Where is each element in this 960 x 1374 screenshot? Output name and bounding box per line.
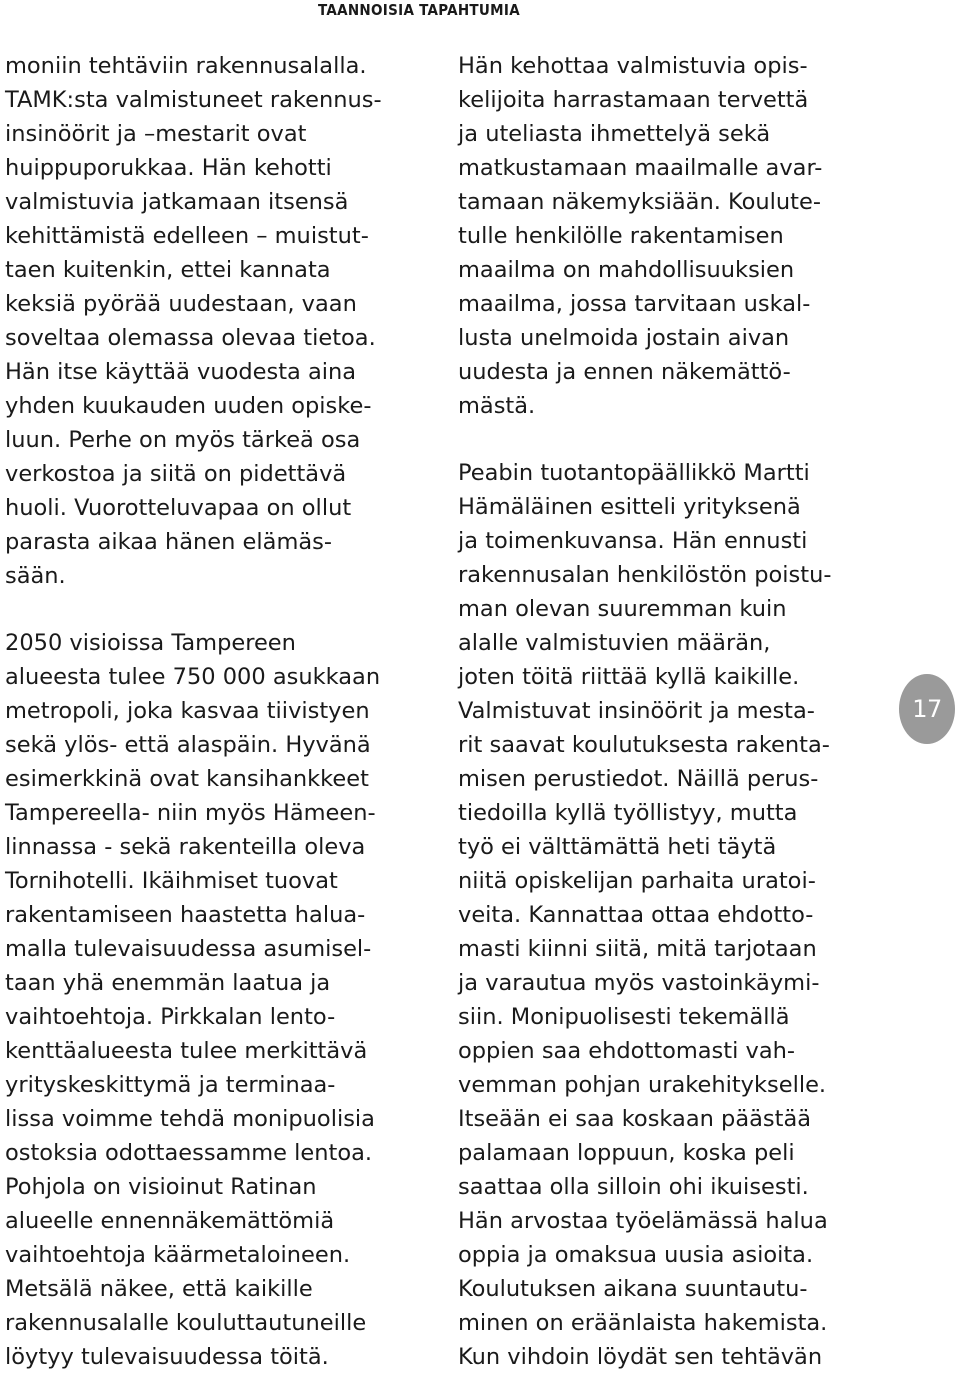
text-line: Metsälä näkee, että kaikille [5, 1276, 313, 1302]
text-line: löytyy tulevaisuudessa töitä. [5, 1344, 329, 1370]
text-line: Tornihotelli. Ikäihmiset tuovat [5, 868, 338, 894]
text-line: metropoli, joka kasvaa tiivistyen [5, 698, 370, 724]
left-text-column [5, 49, 430, 1374]
text-line: valmistuvia jatkamaan itsensä [5, 189, 349, 215]
text-line: Tampereella- niin myös Hämeen- [5, 800, 376, 826]
text-line: 2050 visioissa Tampereen [5, 630, 296, 656]
text-line: vaihtoehtoja käärmetaloineen. [5, 1242, 351, 1268]
text-line: kelijoita harrastamaan tervettä [458, 87, 809, 113]
text-line: verkostoa ja siitä on pidettävä [5, 461, 347, 487]
text-line: moniin tehtäviin rakennusalalla. [5, 53, 367, 79]
text-line: parasta aikaa hänen elämäs- [5, 529, 332, 555]
text-line: rakentamiseen haastetta halua- [5, 902, 366, 928]
text-line: huippuporukkaa. Hän kehotti [5, 155, 332, 181]
text-line: sään. [5, 563, 66, 589]
text-line: Itseään ei saa koskaan päästää [458, 1106, 812, 1132]
text-line: saattaa olla silloin ohi ikuisesti. [458, 1174, 809, 1200]
text-line: insinöörit ja –mestarit ovat [5, 121, 307, 147]
text-line: oppien saa ehdottomasti vah- [458, 1038, 795, 1064]
text-line: malla tulevaisuudessa asumisel- [5, 936, 372, 962]
text-line: linnassa - sekä rakenteilla oleva [5, 834, 366, 860]
text-line: tamaan näkemyksiään. Koulute- [458, 189, 821, 215]
page-number-badge [899, 674, 955, 744]
paragraph [5, 626, 430, 1374]
text-line: minen on eräänlaista hakemista. [458, 1310, 828, 1336]
text-line: tiedoilla kyllä työllistyy, mutta [458, 800, 798, 826]
text-line: siin. Monipuolisesti tekemällä [458, 1004, 790, 1030]
text-line: misen perustiedot. Näillä perus- [458, 766, 819, 792]
text-line: kehittämistä edelleen – muistut- [5, 223, 369, 249]
text-line: lusta unelmoida jostain aivan [458, 325, 790, 351]
text-line: ostoksia odottaessamme lentoa. [5, 1140, 373, 1166]
text-line: ja toimenkuvansa. Hän ennusti [458, 528, 808, 554]
text-line: matkustamaan maailmalle avar- [458, 155, 823, 181]
text-line: soveltaa olemassa olevaa tietoa. [5, 325, 376, 351]
text-line: tulle henkilölle rakentamisen [458, 223, 784, 249]
text-line: veita. Kannattaa ottaa ehdotto- [458, 902, 814, 928]
text-line: maailma, jossa tarvitaan uskal- [458, 291, 811, 317]
text-line: ja varautua myös vastoinkäymi- [458, 970, 820, 996]
paragraph-gap [5, 593, 430, 626]
text-line: man olevan suuremman kuin [458, 596, 787, 622]
text-line: joten töitä riittää kyllä kaikille. [458, 664, 800, 690]
text-line: Hän kehottaa valmistuvia opis- [458, 53, 808, 79]
paragraph [458, 49, 883, 423]
section-header: TAANNOISIA TAPAHTUMIA [318, 1, 520, 19]
text-line: uudesta ja ennen näkemättö- [458, 359, 791, 385]
text-line: vaihtoehtoja. Pirkkalan lento- [5, 1004, 336, 1030]
text-line: alalle valmistuvien määrän, [458, 630, 771, 656]
text-line: rakennusalan henkilöstön poistu- [458, 562, 832, 588]
text-line: oppia ja omaksua uusia asioita. [458, 1242, 814, 1268]
text-line: rakennusalalle kouluttautuneille [5, 1310, 367, 1336]
text-line: huoli. Vuorotteluvapaa on ollut [5, 495, 352, 521]
text-line: Hän arvostaa työelämässä halua [458, 1208, 828, 1234]
text-line: Kun vihdoin löydät sen tehtävän [458, 1344, 823, 1370]
text-line: lissa voimme tehdä monipuolisia [5, 1106, 375, 1132]
text-line: Pohjola on visioinut Ratinan [5, 1174, 317, 1200]
text-line: keksiä pyörää uudestaan, vaan [5, 291, 357, 317]
text-line: kenttäalueesta tulee merkittävä [5, 1038, 368, 1064]
text-line: alueelle ennennäkemättömiä [5, 1208, 335, 1234]
text-line: mästä. [458, 393, 536, 419]
text-line: luun. Perhe on myös tärkeä osa [5, 427, 361, 453]
text-line: sekä ylös- että alaspäin. Hyvänä [5, 732, 371, 758]
text-line: vemman pohjan urakehitykselle. [458, 1072, 827, 1098]
paragraph-gap [458, 423, 883, 456]
text-line: TAMK:sta valmistuneet rakennus- [5, 87, 382, 113]
text-line: palamaan loppuun, koska peli [458, 1140, 795, 1166]
text-line: maailma on mahdollisuuksien [458, 257, 795, 283]
right-text-column [458, 49, 883, 1374]
text-line: rit saavat koulutuksesta rakenta- [458, 732, 830, 758]
text-line: Koulutuksen aikana suuntautu- [458, 1276, 808, 1302]
text-line: Hämäläinen esitteli yrityksenä [458, 494, 801, 520]
text-line: esimerkkinä ovat kansihankkeet [5, 766, 369, 792]
paragraph [5, 49, 430, 593]
text-line: ja uteliasta ihmettelyä sekä [458, 121, 771, 147]
text-line: yrityskeskittymä ja terminaa- [5, 1072, 336, 1098]
paragraph [458, 456, 883, 1374]
text-line: Peabin tuotantopäällikkö Martti [458, 460, 810, 486]
text-line: taen kuitenkin, ettei kannata [5, 257, 331, 283]
text-line: alueesta tulee 750 000 asukkaan [5, 664, 381, 690]
page-number: 17 [912, 695, 942, 723]
text-line: Valmistuvat insinöörit ja mesta- [458, 698, 815, 724]
text-line: yhden kuukauden uuden opiske- [5, 393, 372, 419]
text-line: työ ei välttämättä heti täytä [458, 834, 777, 860]
text-line: masti kiinni siitä, mitä tarjotaan [458, 936, 817, 962]
text-line: niitä opiskelijan parhaita uratoi- [458, 868, 816, 894]
text-line: taan yhä enemmän laatua ja [5, 970, 331, 996]
text-line: Hän itse käyttää vuodesta aina [5, 359, 357, 385]
